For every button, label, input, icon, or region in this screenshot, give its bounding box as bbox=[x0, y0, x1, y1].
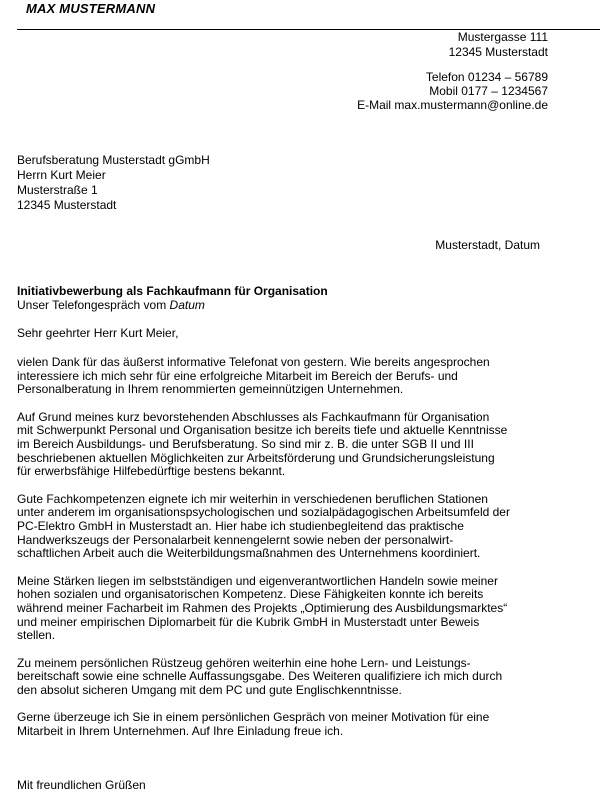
subject-block bbox=[17, 284, 328, 312]
recipient-address bbox=[17, 153, 210, 213]
body-line: für erwerbsfähige Hilfebedürftige bestens bekannt. bbox=[17, 464, 286, 479]
body-line: bereitschaft sowie eine schnelle Auffassungsgabe. Des Weiteren qualifiziere ich mich durch bbox=[17, 669, 503, 684]
body-line: Auf Grund meines kurz bevorstehenden Abschlusses als Fachkaufmann für Organisation bbox=[17, 409, 490, 424]
sender-city: 12345 Musterstadt bbox=[448, 45, 548, 59]
paragraph-motivation bbox=[17, 711, 577, 738]
body-line: und meiner empirischen Diplomarbeit für die Kubrik GmbH in Musterstadt unter Beweis bbox=[17, 614, 480, 629]
sender-mobile: Mobil 0177 – 1234567 bbox=[429, 84, 548, 98]
sender-contact bbox=[357, 70, 548, 112]
subject-reference-date: Datum bbox=[169, 298, 205, 312]
body-line: schaftlichen Arbeit auch die Weiterbildungsmaßnahmen des Unternehmens koordiniert. bbox=[17, 546, 481, 561]
sender-address bbox=[449, 30, 548, 60]
body-line: Handwerkszeugs der Personalarbeit kennengelernt sowie neben der personalwirt- bbox=[17, 532, 454, 547]
body-line: PC-Elektro GmbH in Musterstadt an. Hier habe ich studienbegleitend das praktische bbox=[17, 518, 464, 533]
letterhead bbox=[17, 0, 600, 30]
paragraph-experience bbox=[17, 493, 577, 561]
body-line: den absolut sicheren Umgang mit dem PC und gute Englischkenntnisse. bbox=[17, 682, 402, 697]
body-line: Zu meinem persönlichen Rüstzeug gehören weiterhin eine hohe Lern- und Leistungs- bbox=[17, 655, 471, 670]
body-line: stellen. bbox=[17, 628, 56, 643]
sender-email: E-Mail max.mustermann@online.de bbox=[357, 98, 548, 112]
body-line: Personalberatung in Ihrem renommierten gemeinnützigen Unternehmen. bbox=[17, 382, 404, 397]
body-line: vielen Dank für das äußerst informative Telefonat von gestern. Wie bereits angesprochen bbox=[17, 355, 490, 369]
place-date: Musterstadt, Datum bbox=[435, 238, 540, 252]
subject-title: Initiativbewerbung als Fachkaufmann für Organisation bbox=[17, 284, 328, 298]
paragraph-strengths bbox=[17, 575, 577, 643]
letter-body bbox=[17, 356, 577, 753]
body-line: unter anderem im organisationspsychologischen und sozialpädagogischen Arbeitsumfeld der bbox=[17, 505, 510, 520]
body-line: Gute Fachkompetenzen eignete ich mir weiterhin in verschiedenen beruflichen Stationen bbox=[17, 491, 488, 506]
recipient-org: Berufsberatung Musterstadt gGmbH bbox=[17, 153, 210, 167]
body-line: im Bereich Ausbildungs- und Berufsberatung. So sind mir z. B. die unter SGB II und III bbox=[17, 436, 474, 451]
paragraph-skills bbox=[17, 657, 577, 698]
recipient-street: Musterstraße 1 bbox=[17, 183, 98, 197]
subject-reference bbox=[17, 298, 328, 312]
body-line: mit Schwerpunkt Personal und Organisation besitze ich bereits tiefe und aktuelle Kenntnisse bbox=[17, 423, 508, 438]
body-line: Mitarbeit in Ihrem Unternehmen. Auf Ihre Einladung freue ich. bbox=[17, 724, 344, 739]
body-line: Meine Stärken liegen im selbstständigen und eigenverantwortlichen Handeln sowie meiner bbox=[17, 573, 498, 588]
recipient-person: Herrn Kurt Meier bbox=[17, 168, 106, 182]
body-line: während meiner Facharbeit im Rahmen des Projekts „Optimierung des Ausbildungsmarktes“ bbox=[17, 600, 508, 615]
subject-reference-prefix: Unser Telefongespräch vom bbox=[17, 298, 170, 312]
sender-street: Mustergasse 111 bbox=[457, 30, 548, 44]
salutation: Sehr geehrter Herr Kurt Meier, bbox=[17, 326, 179, 340]
paragraph-qualification bbox=[17, 411, 577, 479]
sender-name: MAX MUSTERMANN bbox=[26, 1, 156, 16]
body-line: interessiere ich mich sehr für eine erfolgreiche Mitarbeit im Bereich der Berufs- und bbox=[17, 368, 458, 383]
sender-phone: Telefon 01234 – 56789 bbox=[425, 70, 548, 84]
body-line: Gerne überzeuge ich Sie in einem persönlichen Gespräch von meiner Motivation für eine bbox=[17, 710, 490, 725]
body-line: beschriebenen aktuellen Möglichkeiten zur Arbeitsförderung und Grundsicherungsleistung bbox=[17, 450, 495, 465]
recipient-city: 12345 Musterstadt bbox=[17, 198, 117, 212]
closing-phrase: Mit freundlichen Grüßen bbox=[17, 778, 146, 792]
body-line: hohen sozialen und organisatorischen Kompetenz. Diese Fähigkeiten konnte ich bereits bbox=[17, 587, 484, 602]
paragraph-thanks bbox=[17, 356, 577, 397]
